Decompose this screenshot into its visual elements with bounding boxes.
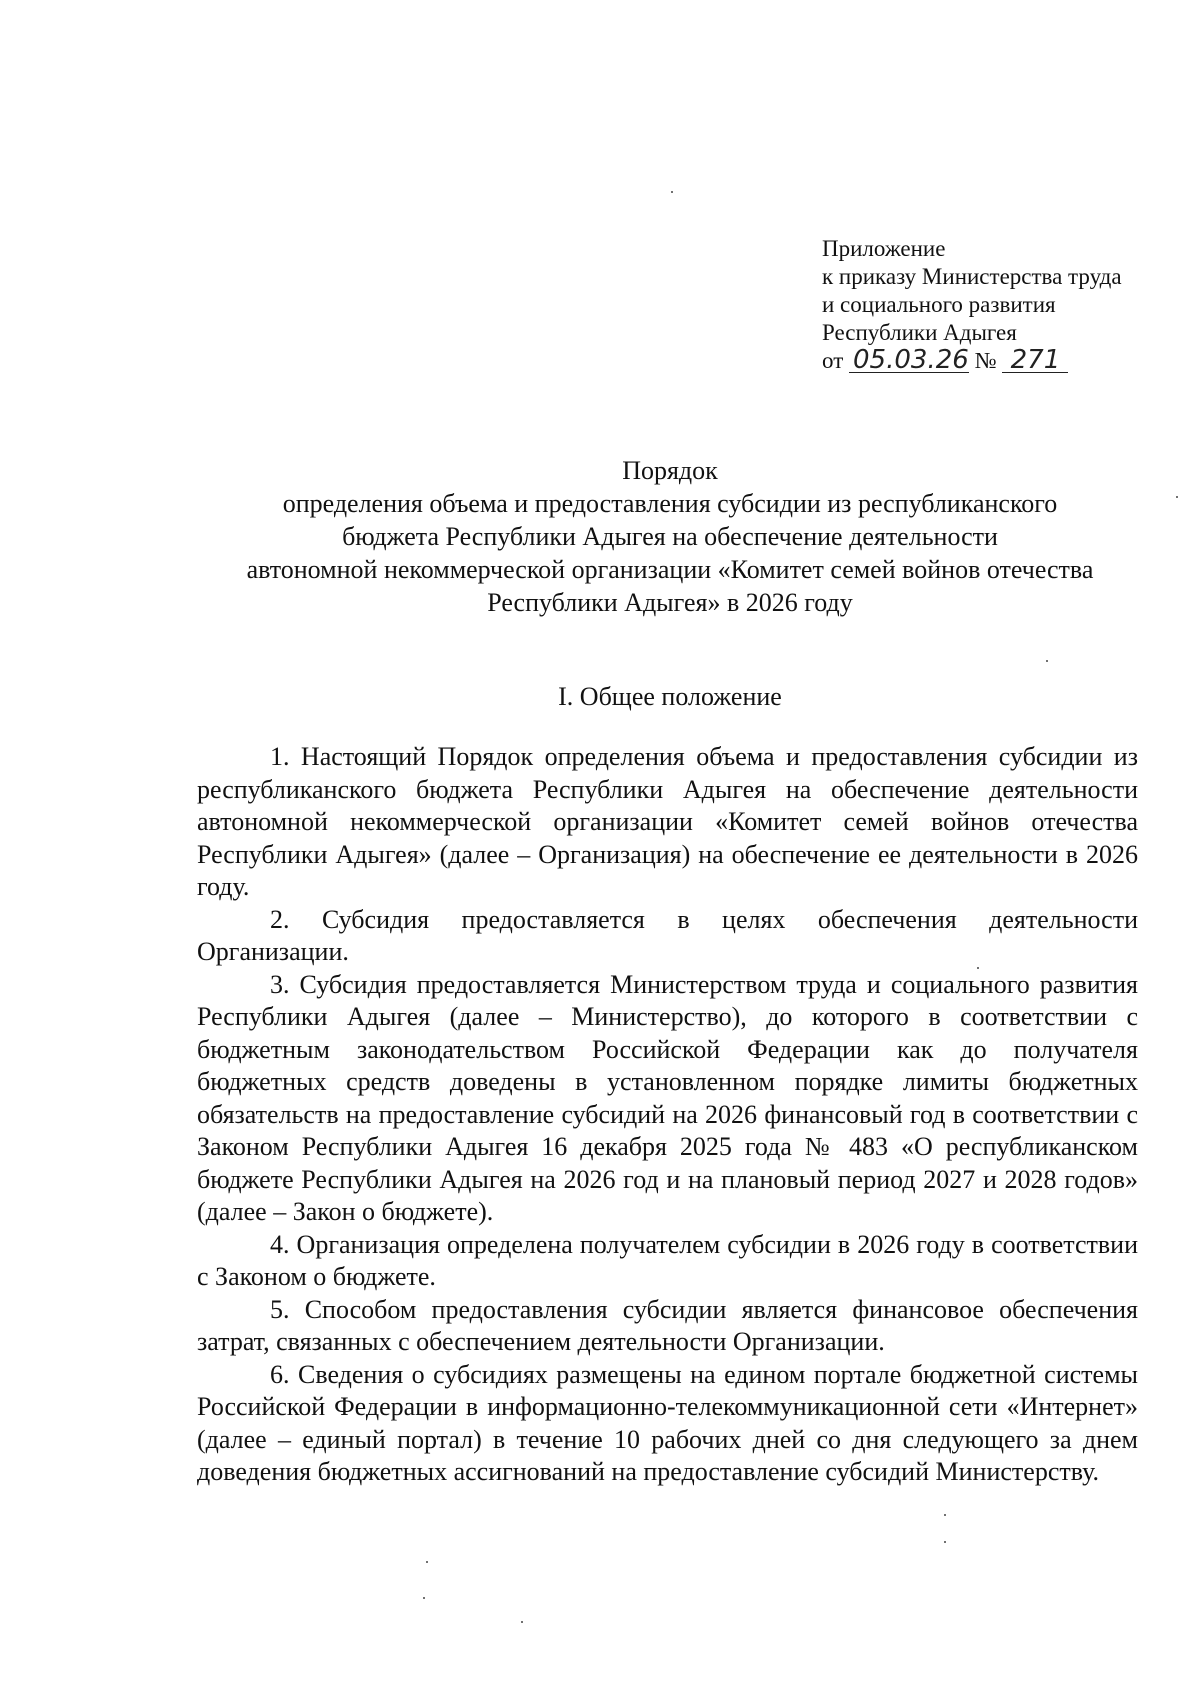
section-title: I. Общее положение [558, 682, 782, 711]
title-line-3: автономной некоммерческой организации «Комитет семей войнов отечества [246, 555, 1094, 584]
handwritten-date: 05.03.26 [849, 348, 969, 373]
title-line-2: бюджета Республики Адыгея на обеспечение деятельности [342, 522, 998, 551]
appendix-line-3: и социального развития [822, 292, 1056, 317]
document-title [160, 454, 1180, 619]
appendix-line-4: Республики Адыгея [822, 320, 1017, 345]
paragraph-2: 2. Субсидия предоставляется в целях обеспечения деятельности Организации. [197, 904, 1138, 966]
scan-speck [944, 1514, 946, 1516]
scan-speck [521, 1621, 523, 1623]
from-label: от [822, 348, 844, 373]
paragraph-6: 6. Сведения о субсидиях размещены на едином портале бюджетной системы Российской Федерации в информационно-телекоммуникационной сети «Интернет» (далее – единый портал) в течение 10 рабочих дней со дня следующего за днем доведения бюджетных ассигнований на предоставление субсидий Министерству. [197, 1359, 1138, 1486]
scan-speck [423, 1597, 425, 1599]
paragraph-4: 4. Организация определена получателем субсидии в 2026 году в соответствии с Законом о бюджете. [197, 1229, 1138, 1291]
appendix-date-line [822, 347, 1162, 375]
paragraph-1: 1. Настоящий Порядок определения объема и предоставления субсидии из республиканского бюджета Республики Адыгея на обеспечение деятельности автономной некоммерческой организации «Комитет семей войнов отечества Республики Адыгея» (далее – Организация) на обеспечение ее деятельности в 2026 году. [197, 742, 1138, 901]
number-label: № [974, 348, 997, 373]
scan-speck [977, 967, 979, 969]
appendix-line-2: к приказу Министерства труда [822, 264, 1122, 289]
scan-speck [671, 191, 673, 193]
title-line-1: определения объема и предоставления субсидии из республиканского [282, 489, 1058, 518]
appendix-block [822, 235, 1162, 375]
title-heading: Порядок [622, 456, 718, 485]
title-line-4: Республики Адыгея» в 2026 году [487, 588, 853, 617]
scan-speck [1046, 660, 1048, 662]
paragraph-3: 3. Субсидия предоставляется Министерством труда и социального развития Республики Адыгея (далее – Министерство), до которого в соответствии с бюджетным законодательством Российской Федерации как до получателя бюджетных средств доведены в установленном порядке лимиты бюджетных обязательств на предоставление субсидий на 2026 финансовый год в соответствии с Законом Республики Адыгея 16 декабря 2025 года № 483 «О республиканском бюджете Республики Адыгея на 2026 год и на плановый период 2027 и 2028 годов» (далее – Закон о бюджете). [197, 969, 1138, 1226]
scan-speck [944, 1541, 946, 1543]
paragraph-5: 5. Способом предоставления субсидии является финансовое обеспечения затрат, связанных с обеспечением деятельности Организации. [197, 1294, 1138, 1356]
handwritten-number: 271 [1002, 348, 1068, 373]
scan-speck [1176, 496, 1178, 498]
body-text [197, 741, 1138, 1489]
scan-speck [426, 1561, 428, 1563]
appendix-line-1: Приложение [822, 236, 946, 261]
